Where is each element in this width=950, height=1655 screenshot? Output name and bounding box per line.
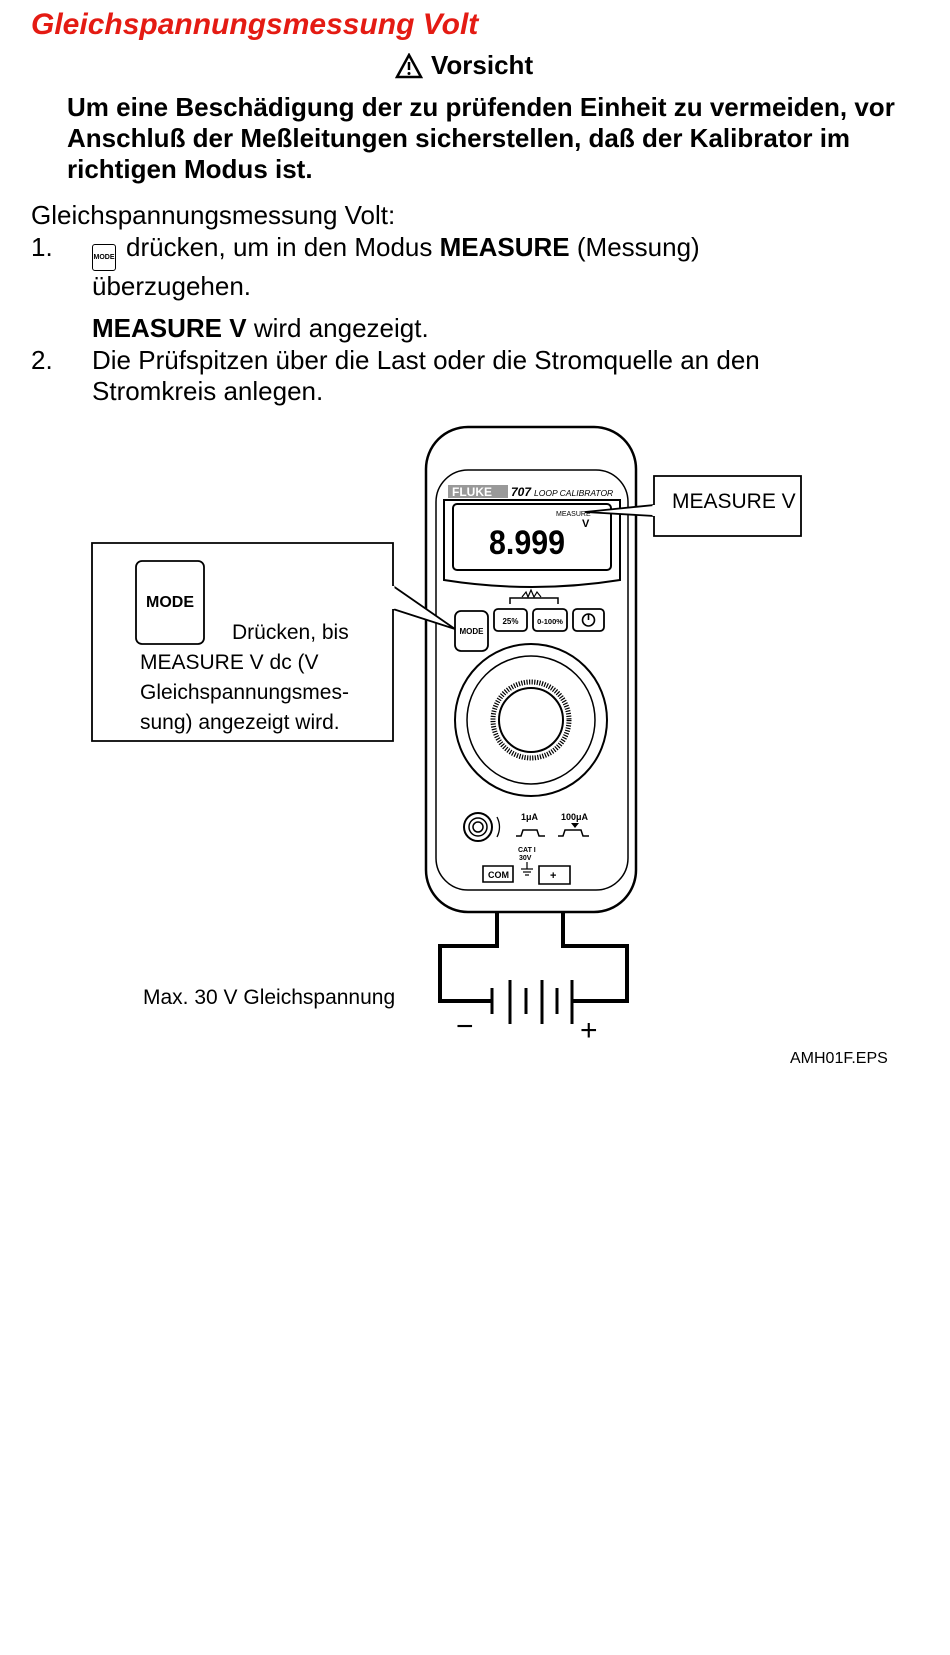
plus-terminal-label: +	[550, 870, 557, 882]
lcd-unit: V	[582, 518, 590, 530]
step-number: 2.	[31, 345, 53, 375]
mode-button-label: MODE	[459, 627, 484, 636]
warning-triangle-icon	[395, 53, 423, 79]
brand-label: FLUKE	[452, 485, 492, 499]
callout-mode-key-label: MODE	[146, 594, 194, 611]
step-text: Die Prüfspitzen über die Last oder die Stromquelle an den Stromkreis anlegen.	[92, 345, 760, 406]
step-note-bold: MEASURE V	[92, 313, 247, 343]
battery-plus-label: +	[580, 1014, 598, 1047]
callout-rest: MEASURE V dc (V Gleichspannungsmes-sung) angezeigt wird.	[140, 651, 349, 734]
mode-callout-text	[140, 618, 400, 738]
range-low-label: 1μA	[521, 812, 539, 822]
measure-callout-label: MEASURE V	[672, 490, 796, 513]
voltage-rating-label: 30V	[519, 855, 532, 862]
knob-center	[499, 688, 563, 752]
max-voltage-label: Max. 30 V Gleichspannung	[143, 986, 396, 1009]
com-terminal-label: COM	[488, 870, 509, 880]
calibrator-figure	[0, 420, 950, 1060]
25-percent-button-label: 25%	[502, 617, 519, 626]
step-number: 1.	[31, 232, 53, 262]
step-text: (Messung) überzugehen.	[92, 232, 700, 301]
step-text-bold: MEASURE	[439, 232, 570, 262]
caution-text: Um eine Beschädigung der zu prüfenden Einheit zu vermeiden, vor Anschluß der Meßleitungen sicherstellen, daß der Kalibrator im richtigen Modus ist.	[67, 92, 895, 184]
caution-heading	[395, 50, 533, 81]
intro-text: Gleichspannungsmessung Volt:	[31, 200, 396, 230]
0-100-percent-button-label: 0-100%	[537, 617, 563, 626]
model-sub-label: LOOP CALIBRATOR	[534, 488, 614, 498]
model-label: 707	[511, 485, 532, 499]
range-high-label: 100μA	[561, 812, 589, 822]
com-lead	[440, 912, 497, 1001]
page-title: Gleichspannungsmessung Volt	[31, 8, 479, 41]
step-note: wird angezeigt.	[253, 313, 429, 343]
caution-label: Vorsicht	[431, 50, 534, 80]
lcd-value: 8.999	[489, 524, 565, 562]
cat-label: CAT I	[518, 847, 536, 854]
mode-key-icon: MODE	[92, 244, 116, 271]
callout-line1: Drücken, bis	[232, 621, 349, 644]
battery-minus-label: −	[456, 1010, 474, 1043]
figure-file-id: AMH01F.EPS	[790, 1050, 888, 1067]
step-text: drücken, um in den Modus	[126, 232, 433, 262]
lcd-mode: MEASURE	[556, 511, 591, 518]
